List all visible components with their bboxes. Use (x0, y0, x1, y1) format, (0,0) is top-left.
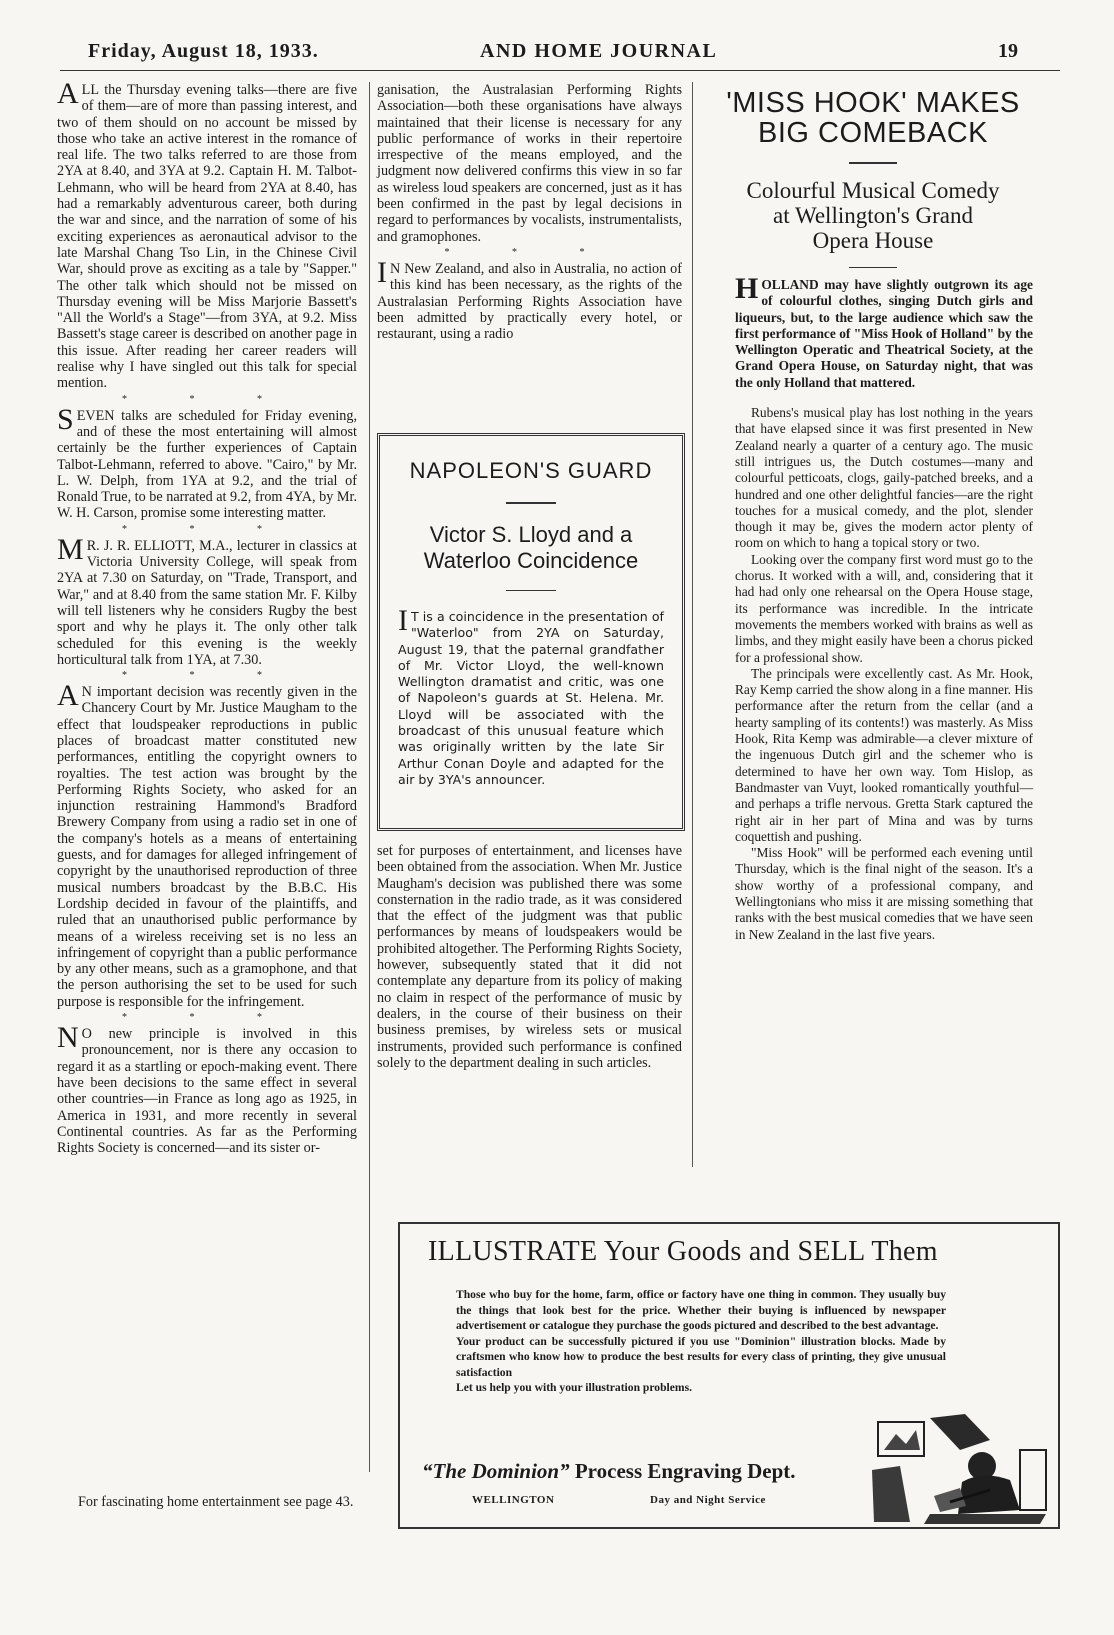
paragraph-text: set for purposes of entertainment, and licenses have been obtained from the association. When Mr. Justice Maugham's decision was published there was some consternation in the radio trade, as it was considered that the effect of the judgment was that public performances by means of loudspeakers would be prohibited altogether. The Performing Rights Society, however, subsequently stated that it did not contemplate any departure from its policy of making no claim in respect of the performance of music by dealers, in the course of their business on their business premises, by wireless sets or musical instruments, provided such performance is confined solely to the department dealing in such articles. (377, 843, 682, 1071)
section-stars: * * * (122, 670, 292, 682)
drop-cap: A (57, 77, 79, 110)
paragraph-text: important decision was recently given in the Chancery Court by Mr. Justice Maugham to the effect that loudspeaker reproductions in public places of broadcast matter constituted new performances, entitling the copyright owners to royalties. The test action was brought by the Performing Rights Society, who asked for an injunction restraining Hammond's Bradford Brewery Company from using a radio set in one of the company's hotels as a means of entertaining guests, and for damages for alleged infringement of copyright by the unauthorised reproduction of three musical numbers broadcast by the B.B.C. His Lordship decided in favour of the plaintiffs, and ruled that an unauthorised public performance by means of a wireless receiving set is no less an infringement of copyright than a public performance by any other means, such as a gramophone, and that the person authorising the set to be used for such purpose is responsible for the infringement. (57, 684, 357, 1010)
lead-in: LL (81, 82, 99, 98)
column-1 (57, 77, 358, 1157)
napoleon-subtitle-2: Waterloo Coincidence (423, 547, 639, 573)
paragraph-text: "Miss Hook" will be performed each evening until Thursday, which is the final night of the season. It's a show worthy of a professional company, and Wellingtonians who miss it are missing something that ranks with the best musical comedies that we have seen in New Zealand in the last five years. (735, 845, 1033, 942)
footer-text: For fascinating home entertainment see page 43. (78, 1494, 354, 1510)
header-journal-title: AND HOME JOURNAL (480, 40, 718, 62)
section-stars: * * * (122, 523, 292, 535)
paragraph-text: ganisation, the Australasian Performing Rights Association—both these organisations have always maintained that their license is necessary for any public performance of works in their repertoire irrespective of the means employed, and the judgment now delivered confirms this view in so far as wireless loud speakers are concerned, just as it has been confirmed in the past by legal decisions in regard to performances by vocalists, instrumentalists, and gramophones. (377, 82, 682, 245)
drop-cap: H (735, 272, 759, 305)
miss-hook-title-1: 'MISS HOOK' MAKES (726, 87, 1020, 119)
article-friday-talks (57, 402, 358, 522)
header-date: Friday, August 18, 1933. (88, 40, 319, 62)
paragraph-text: is a coincidence in the presentation of "Waterloo" from 2YA on Saturday, August 19, that the paternal grandfather of Mr. Victor Lloyd, the well-known Wellington dramatist and critic, was one of Napoleon's guards at St. Helena. Mr. Lloyd will be associated with the broadcast of this unusual feature which was originally written by the late Sir Arthur Conan Doyle and adapted for the air by 3YA's announcer. (398, 609, 664, 787)
napoleon-body (398, 604, 664, 788)
miss-hook-title-2: BIG COMEBACK (758, 117, 988, 149)
column-3-headline (702, 88, 1044, 268)
footer-note (78, 1494, 363, 1510)
advertisement-box (398, 1222, 1060, 1529)
paragraph-text: Rubens's musical play has lost nothing in the years that have elapsed since it was first presented in New Zealand nearly a quarter of a century ago. The music still intrigues us, the Dutch costumes—many and colourful petticoats, clogs, gaily-patched breeks, and a hundred and one other delightful fancies—are the right touches for a musical comedy, and the plot, slender though it may be, gives the modern actor plenty of room on which to hang a topical story or two. (735, 405, 1033, 551)
brand-rest: Process Engraving Dept. (574, 1459, 796, 1483)
miss-hook-subtitle-2: at Wellington's Grand (773, 202, 973, 228)
lead-in: O (81, 1026, 92, 1043)
ad-body (456, 1287, 946, 1396)
column-divider (692, 82, 693, 1167)
miss-hook-intro (735, 272, 1033, 391)
short-rule (506, 502, 556, 504)
napoleon-subtitle-1: Victor S. Lloyd and a (429, 521, 633, 547)
short-rule (849, 162, 897, 164)
drop-cap: I (398, 604, 408, 637)
ad-brand (422, 1459, 796, 1484)
drop-cap: A (57, 679, 79, 713)
drop-cap: S (57, 402, 74, 436)
paragraph-text: New Zealand, and also in Australia, no action of this kind has been necessary, as the rights of the Australasian Performing Rights Association have been admitted by practically every hotel, or restaurant, using a radio (377, 260, 683, 343)
miss-hook-subtitle-1: Colourful Musical Comedy (746, 177, 1000, 203)
article-elliott (57, 532, 358, 668)
drop-cap: N (57, 1021, 79, 1055)
section-stars: * * * (122, 393, 292, 405)
article-new-zealand (377, 255, 683, 343)
ad-city: WELLINGTON (472, 1494, 555, 1506)
column-2-bottom (377, 843, 682, 1071)
header-page-number: 19 (998, 40, 1018, 62)
column-2-top (377, 82, 682, 342)
napoleons-guard-box (377, 433, 685, 831)
ad-paragraph: Your product can be successfully pictured if you use "Dominion" illustration blocks. Made by craftsmen who know how to produce the best results for every class of printing, they give unusual satisfaction (456, 1334, 946, 1379)
paragraph-text: talks are scheduled for Friday evening, and of these the most entertaining will almost certainly be the further experiences of Captain Talbot-Lehmann, referred to above. "Cairo," by Mr. L. W. Delph, from 1YA at 9.2, and the trial of Ronald True, to be narrated at 9.2, from 4YA, by Mr. W. H. Carson, promise some interesting matter. (57, 407, 358, 522)
lead-in: R. J. R. ELLIOTT, (86, 537, 195, 554)
ad-paragraph: Those who buy for the home, farm, office or factory have one thing in common. They usually buy the things that look best for the price. Whether their buying is influenced by newspaper advertisement or catalogue they purchase the goods pictured and described to the best advantage. (456, 1288, 946, 1332)
section-stars: * * * (122, 1012, 292, 1024)
ad-title: ILLUSTRATE Your Goods and SELL Them (428, 1236, 938, 1267)
napoleon-title: NAPOLEON'S GUARD (409, 458, 653, 483)
ad-paragraph: Let us help you with your illustration problems. (456, 1381, 692, 1394)
lead-in: EVEN (76, 407, 115, 424)
article-chancery-decision (57, 679, 357, 1010)
drop-cap: M (57, 532, 84, 566)
ad-service: Day and Night Service (650, 1494, 766, 1506)
paragraph-text: Looking over the company first word must go to the chorus. It worked with a will, and, considering that it had had only one rehearsal on the Opera House stage, its performance was incredible. In the intricate movements the members worked with brains as well as limbs, and they might easily have been a chorus picked for a professional show. (735, 551, 1033, 665)
paragraph-text: M.A., lecturer in classics at Victoria University College, will speak from 2YA at 7.30 on Saturday, on "Trade, Transport, and War," and at 8.40 from the same station Mr. F. Kilby will tell listeners why he considers Rugby the best sport and why he plays it. The only other talk scheduled for this evening is the weekly horticultural talk from 1YA, at 7.30. (57, 537, 358, 668)
paragraph-text: may have slightly outgrown its age of colourful clothes, singing Dutch girls and liqueurs, but, to the large audience which saw the first performance of "Miss Hook of Holland" by the Wellington Operatic and Theatrical Society, at the Grand Opera House, on Saturday night, that was the only Holland that mattered. (735, 277, 1033, 390)
lead-in: OLLAND (761, 277, 819, 292)
engraver-illustration (870, 1410, 1052, 1524)
drop-cap: I (377, 255, 387, 289)
column-3-body (735, 272, 1033, 943)
column-divider (369, 82, 370, 1472)
article-no-new-principle (57, 1021, 357, 1157)
paragraph-text: The principals were excellently cast. As Mr. Hook, Ray Kemp carried the show along in a fine manner. His performance after the return from the cellar (and a hearty sampling of its contents!) was masterly. As Miss Hook, Rita Kemp was admirable—a clever mixture of the ingenuous Dutch girl and the schemer who is determined to have her own way. Tom Hislop, as Bandmaster van Vuyt, looked romantically youthful—and perhaps a trifle nervous. Gretta Stark captured the right air in her part of Mina and was by turns coquettish and pushing. (735, 665, 1033, 844)
article-thursday-talks (57, 77, 357, 392)
paragraph-text: new principle is involved in this pronouncement, nor is there any occasion to regard it as a startling or epoch-making event. There have been decisions to the same effect in several other countries—in France as long ago as 1925, in America in 1931, and more recently in several Continental countries. As far as the Performing Rights Society is concerned—and its sister or- (57, 1026, 357, 1157)
workbench (924, 1514, 1046, 1524)
brand-name: “The Dominion” (422, 1459, 570, 1483)
lead-in: N (390, 260, 401, 277)
page-header (60, 40, 1060, 71)
miss-hook-subtitle-3: Opera House (812, 227, 934, 253)
section-stars: * * * (444, 246, 615, 258)
lead-in: T (411, 609, 419, 624)
paragraph-text: the Thursday evening talks—there are five of them—are of more than passing interest, and two of them should on no account be missed by those who take an active interest in the romance of real life. The two talks referred to are those from 2YA at 8.40, and 3YA at 9.2. Captain H. M. Talbot-Lehmann, who will be heard from 2YA at 8.40, has had a remarkably adventurous career, both during the war and since, and the narration of some of his exciting experiences as aeronautical advisor to the late Marshal Chang Tso Lin, in the Chinese Civil War, should prove as exciting as a tale by "Sapper." The other talk which should not be missed on Thursday evening will be Miss Marjorie Bassett's "All the World's a Stage"—from 3YA, at 9.2. Miss Bassett's stage career is described on another page in this issue. After reading her career readers will realise why I have singled out this talk for special mention. (57, 82, 357, 392)
short-rule (506, 590, 556, 592)
short-rule (849, 267, 897, 269)
lead-in: N (81, 684, 92, 701)
